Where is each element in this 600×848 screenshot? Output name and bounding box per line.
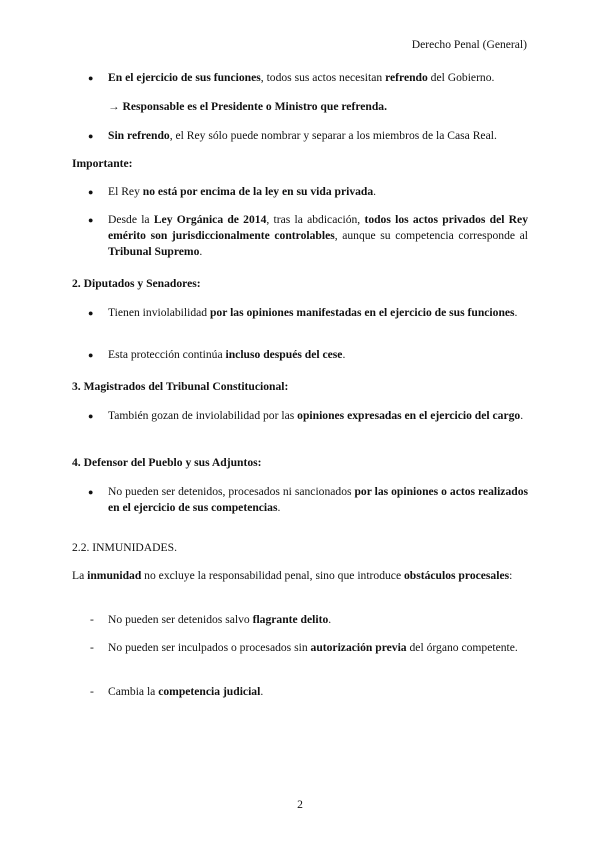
list-item: ● El Rey no está por encima de la ley en su vida privada. (88, 185, 377, 198)
list-item: ● También gozan de inviolabilidad por las opiniones expresadas en el ejercicio del cargo. (88, 409, 524, 422)
list-item (72, 128, 528, 144)
bold-text: Sin refrendo (108, 129, 170, 142)
dash-marker: - (90, 613, 94, 626)
list-item: - No pueden ser inculpados o procesados sin autorización previa del órgano competente. (90, 641, 518, 654)
bullet-icon: ● (88, 350, 94, 360)
dash-marker: - (90, 641, 94, 654)
section-heading: 3. Magistrados del Tribunal Constitucional: (72, 380, 289, 393)
list-item: ● No pueden ser detenidos, procesados ni sancionados por las opiniones o actos realizados en el ejercicio de sus competencias. (88, 485, 529, 514)
list-item: ● Desde la Ley Orgánica de 2014, tras la abdicación, todos los actos privados del Rey emérito son jurisdiccionalmente controlables, aunque su competencia corresponde al Tribunal Supremo. (88, 213, 528, 258)
bullet-icon: ● (88, 73, 94, 83)
section-heading: 2. Diputados y Senadores: (72, 277, 201, 290)
list-item: - No pueden ser detenidos salvo flagrante delito. (90, 613, 332, 626)
list-item: ● Tienen inviolabilidad por las opiniones manifestadas en el ejercicio de sus funciones. (88, 306, 518, 319)
section-heading: 2.2. INMUNIDADES. (72, 541, 177, 554)
bullet-icon: ● (88, 411, 94, 421)
bullet-icon: ● (88, 131, 94, 141)
text: , el Rey sólo puede nombrar y separar a los miembros de la Casa Real. (169, 129, 497, 142)
running-header: Derecho Penal (General) (411, 38, 527, 51)
section-heading: 4. Defensor del Pueblo y sus Adjuntos: (72, 456, 262, 469)
list-item: ● Esta protección continúa incluso después del cese. (88, 348, 346, 361)
bullet-icon: ● (88, 215, 94, 225)
bold-text: En el ejercicio de sus funciones (108, 71, 261, 84)
bold-text: refrendo (385, 71, 428, 84)
list-item: - Cambia la competencia judicial. (90, 685, 264, 698)
dash-marker: - (90, 685, 94, 698)
bullet-icon: ● (88, 487, 94, 497)
section-heading: Importante: (72, 157, 133, 170)
text: , todos sus actos necesitan (260, 71, 386, 84)
text: del Gobierno. (427, 71, 495, 84)
bullet-icon: ● (88, 187, 94, 197)
paragraph: La inmunidad no excluye la responsabilidad penal, sino que introduce obstáculos procesales: (72, 569, 513, 582)
list-item (72, 70, 528, 86)
bullet-icon: ● (88, 308, 94, 318)
page-number: 2 (297, 798, 303, 811)
arrow-note: → Responsable es el Presidente o Ministro que refrenda. (108, 100, 387, 113)
